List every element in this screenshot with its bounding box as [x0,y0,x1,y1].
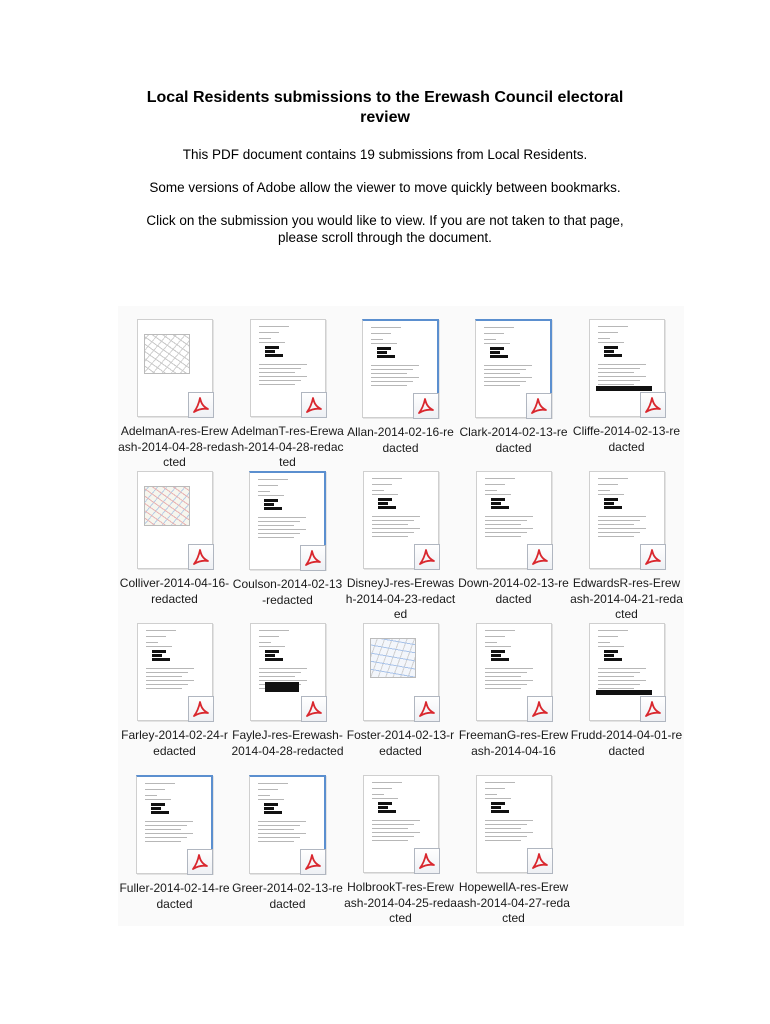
file-name: FayleJ-res-Erewash-2014-04-28-redacted [231,728,344,758]
file-thumbnail [475,319,552,418]
file-grid [118,306,684,926]
document-header [130,88,640,262]
file-name: FreemanG-res-Erewash-2014-04-16 [458,728,569,758]
pdf-file-icon [526,393,552,419]
pdf-file-icon [527,696,553,722]
file-item[interactable] [344,610,457,759]
file-thumbnail [249,471,326,570]
instructions-paragraph: Click on the submission you would like to view. If you are not taken to that page, please scroll through the document. [146,213,624,245]
file-item[interactable] [118,458,231,607]
file-name: Foster-2014-02-13-redacted [346,728,455,758]
file-name: Down-2014-02-13-redacted [458,576,569,606]
file-item[interactable] [457,610,570,759]
file-thumbnail [363,623,439,721]
file-name: AdelmanT-res-Erewash-2014-04-28-redacted [231,424,344,469]
bookmarks-paragraph: Some versions of Adobe allow the viewer to move quickly between bookmarks. [149,180,621,195]
file-thumbnail [250,623,326,721]
pdf-file-icon [300,545,326,571]
file-thumbnail [363,775,439,873]
file-name: AdelmanA-res-Erewash-2014-04-28-redacted [118,424,231,469]
pdf-file-icon [414,544,440,570]
file-item[interactable] [457,458,570,607]
file-name: Farley-2014-02-24-redacted [121,728,228,758]
file-thumbnail [362,319,439,418]
file-thumbnail [476,623,552,721]
pdf-file-icon [187,849,213,875]
file-name: Coulson-2014-02-13-redacted [232,577,343,607]
pdf-file-icon [413,393,439,419]
file-thumbnail [589,471,665,569]
pdf-file-icon [301,696,327,722]
file-name: HolbrookT-res-Erewash-2014-04-25-redacted [344,880,457,925]
file-item[interactable] [231,306,344,471]
file-item[interactable] [570,306,683,455]
document-title: Local Residents submissions to the Erewash Council electoral review [146,89,624,126]
file-name: Fuller-2014-02-14-redacted [119,881,230,911]
pdf-file-icon [640,544,666,570]
pdf-file-icon [188,544,214,570]
pdf-file-icon [640,392,666,418]
file-item[interactable] [570,458,683,623]
file-item[interactable] [344,762,457,927]
file-item[interactable] [457,306,570,456]
file-thumbnail [137,319,213,417]
file-thumbnail [589,319,665,417]
pdf-file-icon [414,848,440,874]
file-item[interactable] [231,610,344,759]
pdf-file-icon [640,696,666,722]
intro-paragraph: This PDF document contains 19 submissions from Local Residents. [182,147,588,162]
file-item[interactable] [118,762,231,912]
file-thumbnail [136,775,213,874]
file-item[interactable] [344,306,457,456]
file-thumbnail [250,319,326,417]
file-item[interactable] [118,306,231,471]
file-item[interactable] [231,458,344,608]
file-thumbnail [476,775,552,873]
file-name: HopewellA-res-Erewash-2014-04-27-redacted [457,880,570,925]
file-thumbnail [137,623,213,721]
file-item[interactable] [457,762,570,927]
file-thumbnail [363,471,439,569]
pdf-file-icon [527,848,553,874]
file-item[interactable] [570,610,683,759]
pdf-file-icon [414,696,440,722]
pdf-file-icon [188,392,214,418]
file-item[interactable] [344,458,457,623]
file-name: Greer-2014-02-13-redacted [232,881,343,911]
file-thumbnail [137,471,213,569]
pdf-file-icon [300,849,326,875]
file-item[interactable] [231,762,344,912]
file-item[interactable] [118,610,231,759]
pdf-file-icon [527,544,553,570]
file-name: Clark-2014-02-13-redacted [459,425,568,455]
file-name: Allan-2014-02-16-redacted [347,425,454,455]
file-name: EdwardsR-res-Erewash-2014-04-21-redacted [570,576,683,621]
file-name: Frudd-2014-04-01-redacted [570,728,683,758]
file-name: Cliffe-2014-02-13-redacted [572,424,681,454]
file-thumbnail [476,471,552,569]
file-thumbnail [249,775,326,874]
pdf-file-icon [301,392,327,418]
pdf-file-icon [188,696,214,722]
file-name: DisneyJ-res-Erewash-2014-04-23-redacted [345,576,456,621]
file-thumbnail [589,623,665,721]
file-name: Colliver-2014-04-16-redacted [119,576,230,606]
